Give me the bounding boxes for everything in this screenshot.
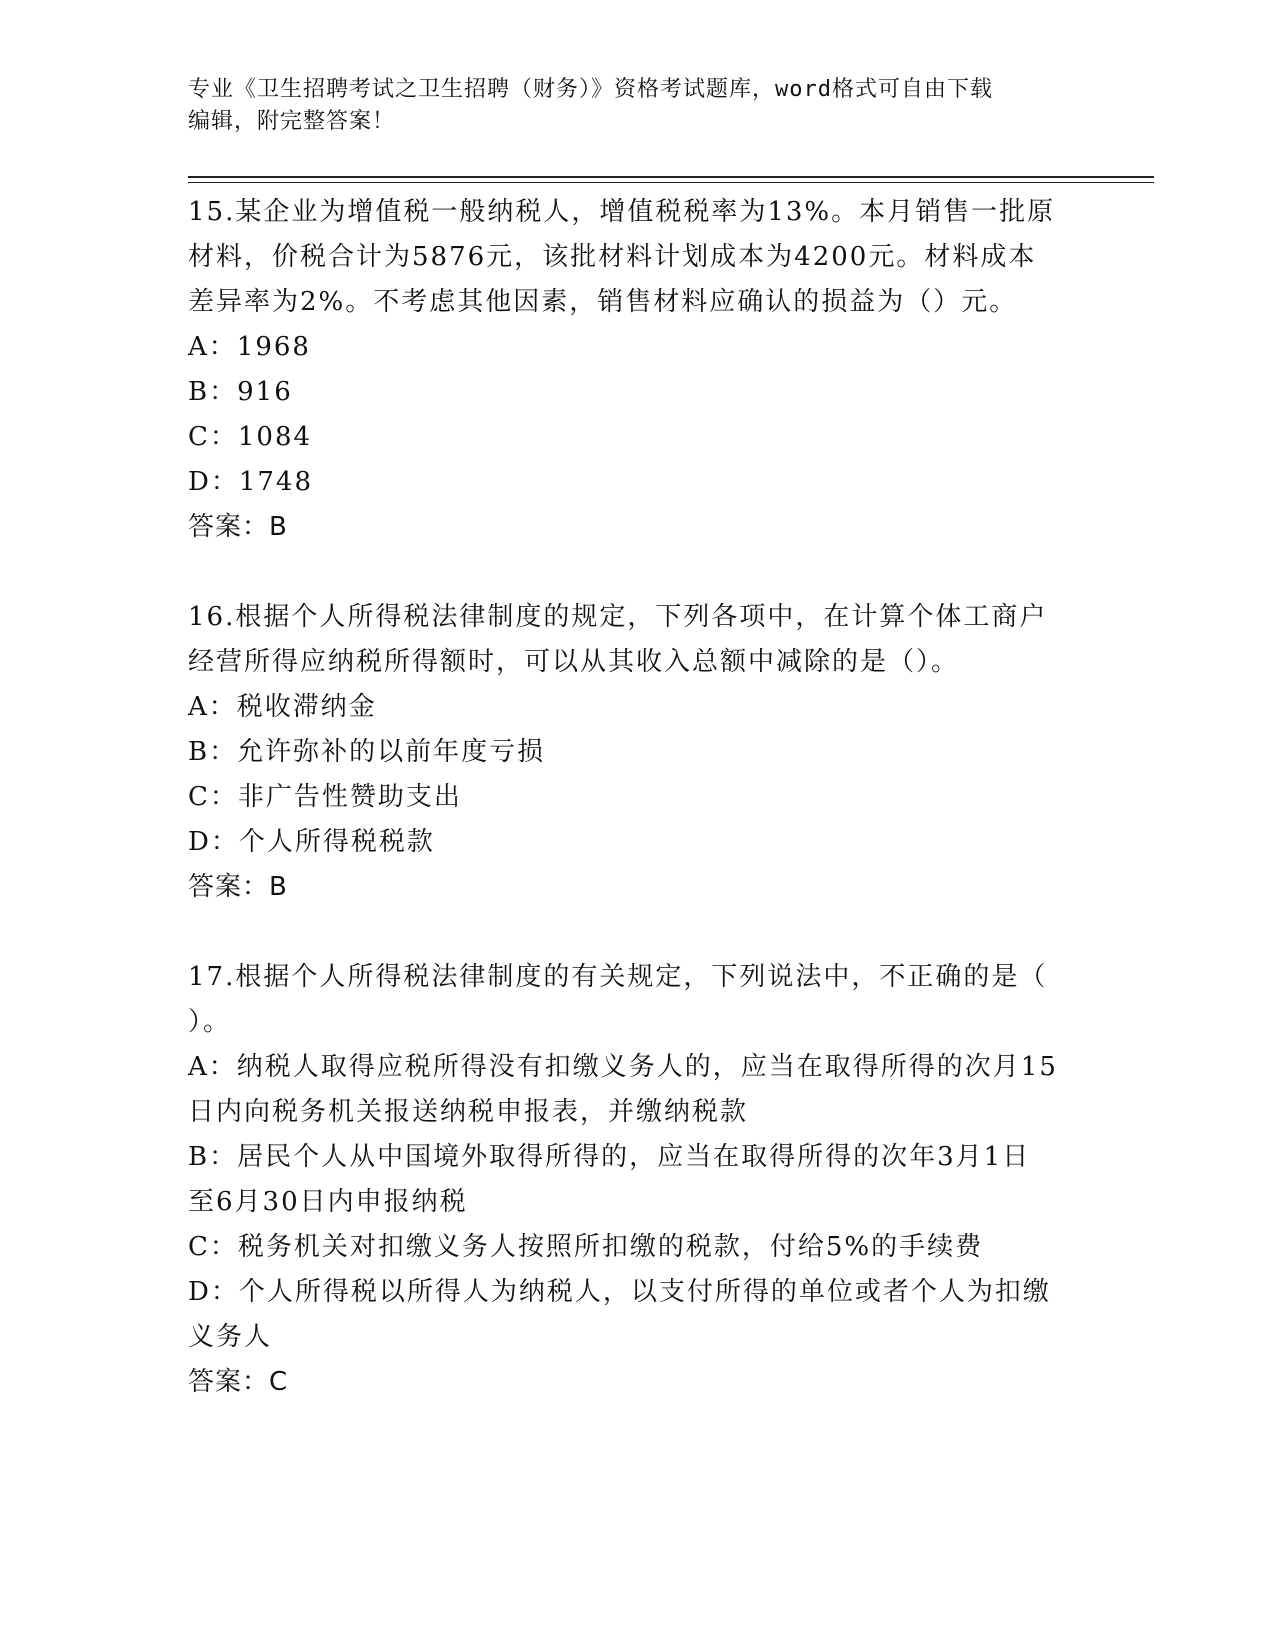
option-b: B：允许弥补的以前年度亏损 <box>188 737 546 767</box>
option-a: A：1968 <box>188 332 311 362</box>
option-c: C：1084 <box>188 422 313 452</box>
option-d: D：个人所得税税款 <box>188 827 435 857</box>
document-header <box>188 74 1088 138</box>
question-15 <box>188 190 1088 550</box>
header-rule-thin <box>188 182 1154 183</box>
option-b-cont: 至6月30日内申报纳税 <box>188 1187 468 1217</box>
spacer <box>188 910 1088 955</box>
option-d: D：1748 <box>188 467 314 497</box>
question-17 <box>188 955 1088 1405</box>
question-text-line: ）。 <box>188 1007 232 1037</box>
question-16 <box>188 595 1088 910</box>
spacer <box>188 550 1088 595</box>
option-c: C：税务机关对扣缴义务人按照所扣缴的税款，付给5%的手续费 <box>188 1232 984 1262</box>
question-text-line: 15.某企业为增值税一般纳税人，增值税税率为13%。本月销售一批原 <box>188 197 1056 227</box>
option-d-cont: 义务人 <box>188 1322 273 1352</box>
option-a: A：税收滞纳金 <box>188 692 377 722</box>
option-b: B：916 <box>188 377 293 407</box>
option-a-cont: 日内向税务机关报送纳税申报表，并缴纳税款 <box>188 1097 749 1127</box>
option-d: D：个人所得税以所得人为纳税人，以支付所得的单位或者个人为扣缴 <box>188 1277 1051 1307</box>
header-rule-thick <box>188 176 1154 178</box>
header-line-1: 专业《卫生招聘考试之卫生招聘（财务）》资格考试题库，word格式可自由下载 <box>188 77 993 102</box>
option-b: B：居民个人从中国境外取得所得的，应当在取得所得的次年3月1日 <box>188 1142 1031 1172</box>
question-text-line: 17.根据个人所得税法律制度的有关规定，下列说法中，不正确的是（ <box>188 962 1048 992</box>
answer-line: 答案：B <box>188 512 288 542</box>
answer-line: 答案：B <box>188 872 288 902</box>
option-a: A：纳税人取得应税所得没有扣缴义务人的，应当在取得所得的次月15 <box>188 1052 1058 1082</box>
question-text-line: 16.根据个人所得税法律制度的规定，下列各项中，在计算个体工商户 <box>188 602 1048 632</box>
question-text-line: 材料，价税合计为5876元，该批材料计划成本为4200元。材料成本 <box>188 242 1037 272</box>
question-text-line: 差异率为2%。不考虑其他因素，销售材料应确认的损益为（）元。 <box>188 287 1018 317</box>
option-c: C：非广告性赞助支出 <box>188 782 462 812</box>
answer-line: 答案：C <box>188 1367 289 1397</box>
question-list <box>188 190 1088 1405</box>
header-line-2: 编辑，附完整答案！ <box>188 109 396 134</box>
question-text-line: 经营所得应纳税所得额时，可以从其收入总额中减除的是（）。 <box>188 647 960 677</box>
